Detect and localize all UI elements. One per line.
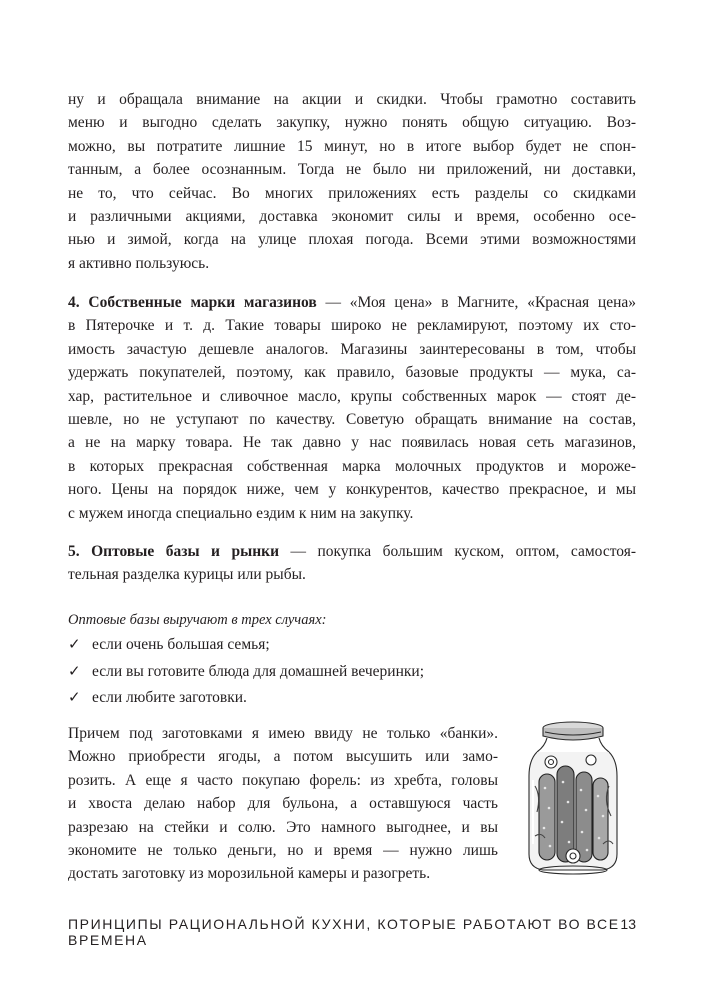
text-line: экономите не только деньги, но и время — нужно лишь bbox=[68, 842, 498, 860]
running-footer bbox=[68, 916, 636, 948]
text-line bbox=[68, 291, 636, 314]
text-line: а не на марку товара. Не так давно у нас появилась новая сеть магазинов, bbox=[68, 434, 636, 452]
list-item-text: если вы готовите блюда для домашней вечеринки; bbox=[92, 662, 425, 680]
text-line: хар, растительное и сливочное масло, крупы собственных марок — стоят де- bbox=[68, 387, 636, 405]
page-number: 13 bbox=[620, 916, 636, 932]
text-span: — покупка большим куском, оптом, самостоя- bbox=[279, 543, 637, 560]
text-line: я активно пользуюсь. bbox=[68, 254, 210, 272]
list-intro: Оптовые базы выручают в трех случаях: bbox=[68, 612, 327, 628]
list-item-text: если очень большая семья; bbox=[92, 636, 270, 653]
paragraph-3 bbox=[68, 540, 636, 587]
text-line: шевле, но не уступают по качеству. Советую обращать внимание на состав, bbox=[68, 411, 636, 429]
pickle-jar-icon bbox=[523, 716, 623, 876]
text-line: не то, что сейчас. Во многих приложениях есть разделы со скидками bbox=[68, 184, 636, 202]
text-line: в Пятерочке и т. д. Такие товары широко не рекламируют, поэтому их сто- bbox=[68, 317, 636, 335]
paragraph-4 bbox=[68, 722, 498, 886]
checklist bbox=[68, 632, 424, 712]
text-line: нью и зимой, когда на улице плохая погода. Всеми этими возможностями bbox=[68, 231, 636, 249]
text-line: меню и выгодно сделать закупку, нужно понять общую ситуацию. Воз- bbox=[68, 114, 636, 132]
check-icon: ✓ bbox=[68, 690, 81, 706]
text-line: ного. Цены на порядок ниже, чем у конкурентов, качество прекрасное, и мы bbox=[68, 481, 636, 499]
text-line: удержать покупателей, поэтому, как правило, базовые продукты — мука, са- bbox=[68, 364, 636, 382]
text-line: разрезаю на стейки и солю. Это намного выгоднее, и вы bbox=[68, 818, 498, 836]
text-line: в которых прекрасная собственная марка молочных продуктов и мороже- bbox=[68, 457, 636, 475]
list-item-text: если любите заготовки. bbox=[92, 689, 247, 706]
paragraph-2 bbox=[68, 291, 636, 525]
text-line: Причем под заготовками я имею ввиду не только «банки». bbox=[68, 725, 498, 742]
list-item bbox=[68, 659, 424, 686]
paragraph-1 bbox=[68, 88, 636, 275]
list-item bbox=[68, 685, 424, 712]
running-title: ПРИНЦИПЫ РАЦИОНАЛЬНОЙ КУХНИ, КОТОРЫЕ РАБОТАЮТ ВО ВСЕ ВРЕМЕНА bbox=[68, 916, 620, 948]
section-heading-own-brands: 4. Собственные марки магазинов bbox=[68, 294, 317, 311]
section-heading-wholesale: 5. Оптовые базы и рынки bbox=[68, 543, 280, 560]
text-line bbox=[68, 540, 636, 563]
text-line: розить. А еще я часто покупаю форель: из хребта, головы bbox=[68, 771, 498, 789]
text-line: с мужем иногда специально ездим к ним на закупку. bbox=[68, 504, 414, 522]
text-line: и различными акциями, доставка экономит силы и время, особенно осе- bbox=[68, 208, 636, 226]
check-icon: ✓ bbox=[68, 637, 81, 653]
text-line: и хвоста делаю набор для бульона, а оставшуюся часть bbox=[68, 795, 498, 813]
text-line: танным, а более осознанным. Тогда не было ни приложений, ни доставки, bbox=[68, 161, 636, 179]
check-icon: ✓ bbox=[68, 663, 81, 680]
text-line: достать заготовку из морозильной камеры и разогреть. bbox=[68, 865, 431, 883]
text-line: тельная разделка курицы или рыбы. bbox=[68, 566, 306, 584]
text-span: — «Моя цена» в Магните, «Красная цена» bbox=[316, 294, 636, 311]
text-line: ну и обращала внимание на акции и скидки. Чтобы грамотно составить bbox=[68, 91, 636, 108]
text-line: можно, вы потратите лишние 15 минут, но в итоге выбор будет не спон- bbox=[68, 137, 636, 155]
list-item bbox=[68, 632, 424, 659]
text-line: имость зачастую дешевле аналогов. Магазины заинтересованы в том, чтобы bbox=[68, 340, 636, 358]
text-line: Можно приобрести ягоды, а потом высушить или замо- bbox=[68, 748, 498, 766]
